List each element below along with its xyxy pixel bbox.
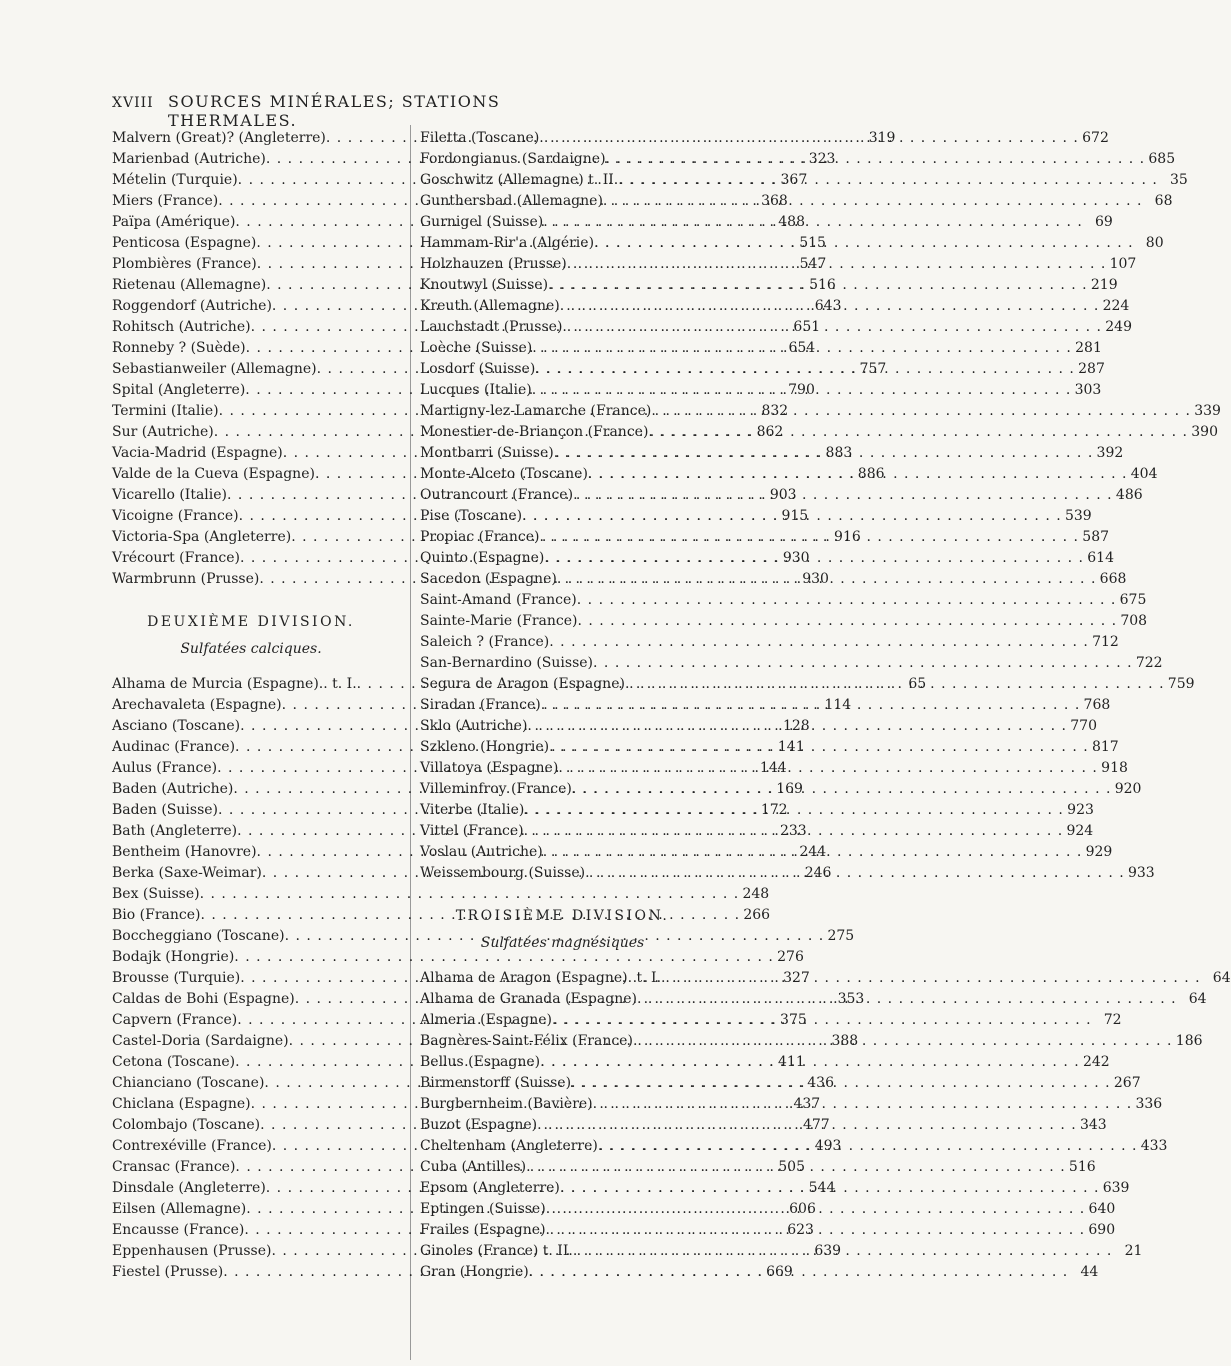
entry-name: Vrécourt (France) — [112, 550, 240, 566]
leader-dots — [541, 695, 1081, 716]
entry-name: Cetona (Toscane) — [112, 1054, 236, 1070]
entry-name: Sur (Autriche) — [112, 424, 214, 440]
entry-name: Vicarello (Italie) — [112, 487, 228, 503]
entry-page: 933 — [1127, 865, 1155, 881]
entry-name: Rietenau (Allemagne) — [112, 277, 267, 293]
leader-dots — [585, 863, 1125, 884]
index-entry — [420, 653, 1163, 674]
entry-name: Gran (Hongrie) — [420, 1264, 529, 1280]
entry-page: 768 — [1083, 697, 1111, 713]
entry-name: Bodajk (Hongrie) — [112, 949, 235, 965]
entry-name: Eppenhausen (Prusse) — [112, 1243, 272, 1259]
entry-page: 114 — [824, 697, 852, 713]
entry-page: 547 — [799, 256, 827, 272]
entry-page: 169 — [776, 781, 803, 797]
leader-dots — [661, 968, 1201, 989]
leader-dots — [543, 842, 1083, 863]
leader-dots — [633, 1031, 1173, 1052]
entry-page: 339 — [1194, 403, 1221, 419]
entry-page: 267 — [1113, 1075, 1141, 1091]
leader-dots — [543, 212, 1083, 233]
leader-dots — [529, 1262, 1069, 1283]
entry-name: Fiestel (Prusse) — [112, 1264, 224, 1280]
entry-page: 392 — [1096, 445, 1124, 461]
entry-name: Victoria-Spa (Angleterre) — [112, 529, 292, 545]
leader-dots — [554, 443, 1094, 464]
entry-page: 404 — [1130, 466, 1158, 482]
entry-page: 915 — [781, 508, 809, 524]
entry-page: 516 — [809, 277, 836, 293]
section-subtitle: Sulfatées magnésiques — [480, 935, 645, 951]
section-title: DEUXIÈME DIVISION. — [147, 614, 355, 630]
entry-page: 390 — [1191, 424, 1218, 440]
entry-page: 287 — [1078, 361, 1105, 377]
entry-name: Bio (France) — [112, 907, 201, 923]
entry-page: 516 — [1068, 1159, 1096, 1175]
entry-name: Caldas de Bohi (Espagne) — [112, 991, 295, 1007]
entry-page: 505 — [778, 1159, 805, 1175]
entry-page: 433 — [1140, 1138, 1168, 1154]
entry-page: 930 — [782, 550, 810, 566]
entry-page: 219 — [1090, 277, 1118, 293]
entry-name: Lucques (Italie) — [420, 382, 532, 398]
entry-name: Losdorf (Suisse) — [420, 361, 536, 377]
page-number: XVIII — [112, 95, 154, 111]
leader-dots — [558, 758, 1098, 779]
entry-page: 770 — [1070, 718, 1097, 734]
entry-name: Burgbernheim (Bavière) — [420, 1096, 593, 1112]
entry-page: 544 — [808, 1180, 836, 1196]
entry-name: Sebastianweiler (Allemagne) — [112, 361, 317, 377]
entry-page: 244 — [799, 844, 827, 860]
entry-name: Lauchstadt (Prusse) — [420, 319, 563, 335]
entry-page: 68 — [1154, 193, 1173, 209]
entry-page: 249 — [1105, 319, 1132, 335]
entry-name: Martigny-lez-Lamarche (France) — [420, 403, 652, 419]
entry-name: Alhama de Granada (Espagne) — [420, 991, 637, 1007]
entry-page: 639 — [814, 1243, 842, 1259]
entry-name: Gunthersbad (Allemagne) — [420, 193, 603, 209]
entry-page: 669 — [766, 1264, 793, 1280]
entry-name: Propiac (France) — [420, 529, 540, 545]
leader-dots — [552, 1010, 1092, 1031]
index-entry — [112, 884, 770, 905]
entry-page: 515 — [799, 235, 826, 251]
leader-dots — [532, 380, 1072, 401]
entry-name: Bex (Suisse) — [112, 886, 200, 902]
entry-page: 651 — [793, 319, 821, 335]
entry-page: 832 — [761, 403, 789, 419]
entry-page: 65 — [908, 676, 927, 692]
leader-dots — [562, 317, 1102, 338]
leader-dots — [522, 506, 1062, 527]
entry-page: 353 — [837, 991, 865, 1007]
leader-dots — [606, 149, 1146, 170]
entry-page: 759 — [1167, 676, 1195, 692]
leader-dots — [573, 1241, 1113, 1262]
leader-dots — [546, 1199, 1086, 1220]
entry-page: 246 — [804, 865, 832, 881]
leader-dots — [524, 800, 1064, 821]
entry-name: Eilsen (Allemagne) — [112, 1201, 247, 1217]
entry-page: 44 — [1080, 1264, 1099, 1280]
entry-page: 924 — [1066, 823, 1094, 839]
entry-page: 64 — [1212, 970, 1231, 986]
entry-page: 375 — [780, 1012, 807, 1028]
entry-name: Bagnères-Saint-Félix (France) — [420, 1033, 633, 1049]
entry-page: 708 — [1120, 613, 1148, 629]
entry-name: Sainte-Marie (France) — [420, 613, 578, 629]
entry-name: Epsom (Angleterre) — [420, 1180, 560, 1196]
leader-dots — [648, 422, 1188, 443]
entry-name: Capvern (France) — [112, 1012, 238, 1028]
leader-dots — [594, 233, 1134, 254]
entry-name: Vicoigne (France) — [112, 508, 239, 524]
entry-name: Spital (Angleterre) — [112, 382, 246, 398]
leader-dots — [567, 254, 1107, 275]
entry-page: 920 — [1114, 781, 1142, 797]
entry-page: 486 — [1115, 487, 1143, 503]
entry-name: Marienbad (Autriche) — [112, 151, 266, 167]
leader-dots — [539, 128, 1079, 149]
entry-page: 281 — [1075, 340, 1102, 356]
entry-name: Païpa (Amérique) — [112, 214, 236, 230]
entry-name: Viterbe (Italie) — [420, 802, 525, 818]
entry-name: San-Bernardino (Suisse) — [420, 655, 594, 671]
entry-name: Villatoya (Espagne) — [420, 760, 559, 776]
entry-name: Kreuth (Allemagne) — [420, 298, 560, 314]
leader-dots — [598, 1136, 1138, 1157]
leader-dots — [618, 170, 1158, 191]
entry-page: 722 — [1135, 655, 1163, 671]
section-gap — [112, 590, 390, 610]
entry-name: Contrexéville (France) — [112, 1138, 272, 1154]
entry-page: 883 — [825, 445, 853, 461]
entry-page: 437 — [793, 1096, 821, 1112]
entry-name: Monestier-de-Briançon (France) — [420, 424, 649, 440]
running-title: SOURCES MINÉRALES; STATIONS THERMALES. — [168, 92, 501, 130]
entry-page: 614 — [1087, 550, 1114, 566]
entry-name: Brousse (Turquie) — [112, 970, 241, 986]
entry-name: Villeminfroy (France) — [420, 781, 572, 797]
leader-dots — [603, 191, 1143, 212]
leader-dots — [548, 275, 1088, 296]
entry-name: Cheltenham (Angleterre) — [420, 1138, 598, 1154]
entry-name: Szkleno (Hongrie) — [420, 739, 550, 755]
entry-page: 368 — [761, 193, 788, 209]
leader-dots — [549, 737, 1089, 758]
entry-page: 336 — [1135, 1096, 1163, 1112]
entry-page: 266 — [743, 907, 771, 923]
leader-dots — [532, 338, 1072, 359]
entry-name: Loèche (Suisse) — [420, 340, 533, 356]
leader-dots — [577, 590, 1117, 611]
entry-page: 233 — [779, 823, 807, 839]
leader-dots — [537, 1115, 1077, 1136]
entry-name: Alhama de Aragon (Espagne). t. I. — [420, 970, 662, 986]
entry-name: Baden (Autriche) — [112, 781, 234, 797]
entry-name: Montbarri (Suisse) — [420, 445, 554, 461]
entry-page: 640 — [1088, 1201, 1116, 1217]
entry-page: 388 — [831, 1033, 859, 1049]
entry-page: 918 — [1101, 760, 1128, 776]
entry-page: 654 — [788, 340, 816, 356]
entry-name: Valde de la Cueva (Espagne) — [112, 466, 315, 482]
entry-page: 224 — [1102, 298, 1130, 314]
entry-name: Holzhauzen (Prusse) — [420, 256, 567, 272]
leader-dots — [527, 716, 1067, 737]
entry-name: Alhama de Murcia (Espagne).. t. I. — [112, 676, 357, 692]
entry-page: 367 — [780, 172, 808, 188]
entry-name: Pise (Toscane) — [420, 508, 523, 524]
leader-dots — [577, 611, 1117, 632]
entry-page: 916 — [834, 529, 861, 545]
entry-name: Ronneby ? (Suède) — [112, 340, 246, 356]
entry-name: Frailes (Espagne) — [420, 1222, 546, 1238]
entry-page: 186 — [1175, 1033, 1203, 1049]
entry-name: Buzot (Espagne) — [420, 1117, 538, 1133]
entry-page: 303 — [1074, 382, 1102, 398]
entry-page: 128 — [782, 718, 810, 734]
leader-dots — [546, 1220, 1086, 1241]
entry-name: Castel-Doria (Sardaigne) — [112, 1033, 289, 1049]
entry-name: Outrancourt (France) — [420, 487, 574, 503]
entry-page: 69 — [1094, 214, 1113, 230]
entry-page: 587 — [1082, 529, 1110, 545]
leader-dots — [535, 359, 1075, 380]
entry-name: Vacia-Madrid (Espagne) — [112, 445, 283, 461]
entry-name: Weissembourg (Suisse) — [420, 865, 586, 881]
entry-name: Miers (France) — [112, 193, 219, 209]
entry-name: Filetta (Toscane) — [420, 130, 540, 146]
leader-dots — [593, 1094, 1133, 1115]
entry-page: 21 — [1124, 1243, 1143, 1259]
entry-name: Boccheggiano (Toscane) — [112, 928, 285, 944]
section-title: TROISIÈME DIVISION. — [455, 908, 670, 924]
entry-page: 323 — [808, 151, 836, 167]
entry-page: 343 — [1079, 1117, 1107, 1133]
entry-page: 539 — [1064, 508, 1092, 524]
entry-name: Gurnigel (Suisse) — [420, 214, 544, 230]
leader-dots — [549, 632, 1089, 653]
entry-page: 477 — [802, 1117, 830, 1133]
entry-name: Colombajo (Toscane) — [112, 1117, 261, 1133]
entry-name: Goschwitz (Allemagne) t. II. — [420, 172, 619, 188]
entry-page: 80 — [1145, 235, 1164, 251]
leader-dots — [544, 548, 1084, 569]
entry-page: 639 — [1102, 1180, 1130, 1196]
leader-dots — [526, 1157, 1066, 1178]
entry-page: 141 — [777, 739, 805, 755]
entry-page: 929 — [1085, 844, 1113, 860]
entry-name: Voslau (Autriche) — [420, 844, 543, 860]
entry-name: Siradan (France) — [420, 697, 541, 713]
index-entry — [420, 632, 1119, 653]
entry-page: 862 — [756, 424, 784, 440]
entry-name: Ginoles (France) t. II. — [420, 1243, 573, 1259]
leader-dots — [560, 1178, 1100, 1199]
entry-name: Berka (Saxe-Weimar) — [112, 865, 262, 881]
leader-dots — [625, 674, 1165, 695]
entry-name: Roggendorf (Autriche) — [112, 298, 272, 314]
entry-page: 930 — [802, 571, 829, 587]
entry-name: Quinto (Espagne) — [420, 550, 545, 566]
entry-page: 675 — [1119, 592, 1147, 608]
entry-name: Cuba (Antilles) — [420, 1159, 527, 1175]
entry-name: Sklo (Autriche) — [420, 718, 528, 734]
entry-page: 690 — [1088, 1222, 1116, 1238]
entry-name: Sacedon (Espagne) — [420, 571, 557, 587]
index-entry — [420, 611, 1148, 632]
entry-name: Rohitsch (Autriche) — [112, 319, 251, 335]
entry-page: 886 — [857, 466, 885, 482]
leader-dots — [560, 296, 1100, 317]
entry-name: Eptingen (Suisse) — [420, 1201, 546, 1217]
entry-name: Hammam-Rir'a (Algérie) — [420, 235, 595, 251]
leader-dots — [524, 821, 1064, 842]
entry-page: 493 — [814, 1138, 842, 1154]
entry-name: Almeria (Espagne) — [420, 1012, 553, 1028]
entry-name: Knoutwyl (Suisse) — [420, 277, 549, 293]
running-header — [112, 92, 632, 130]
entry-page: 411 — [778, 1054, 805, 1070]
entry-page: 923 — [1067, 802, 1094, 818]
leader-dots — [637, 989, 1177, 1010]
leader-dots — [573, 485, 1113, 506]
entry-name: Asciano (Toscane) — [112, 718, 241, 734]
entry-name: Penticosa (Espagne) — [112, 235, 257, 251]
entry-name: Bellus (Espagne) — [420, 1054, 541, 1070]
leader-dots — [588, 464, 1128, 485]
entry-name: Monte-Alceto (Toscane) — [420, 466, 588, 482]
entry-page: 35 — [1169, 172, 1188, 188]
leader-dots — [651, 401, 1191, 422]
entry-page: 144 — [759, 760, 787, 776]
entry-name: Plombières (France) — [112, 256, 257, 272]
entry-name: Dinsdale (Angleterre) — [112, 1180, 266, 1196]
entry-page: 488 — [778, 214, 805, 230]
leader-dots — [557, 569, 1097, 590]
entry-name: Malvern (Great)? (Angleterre) — [112, 130, 326, 146]
entry-page: 712 — [1092, 634, 1119, 650]
entry-name: Chiclana (Espagne) — [112, 1096, 251, 1112]
entry-name: Bentheim (Hanovre) — [112, 844, 257, 860]
entry-name: Chianciano (Toscane) — [112, 1075, 265, 1091]
entry-name: Arechavaleta (Espagne) — [112, 697, 282, 713]
entry-name: Cransac (France) — [112, 1159, 236, 1175]
entry-name: Saleich ? (France) — [420, 634, 550, 650]
leader-dots — [539, 527, 1079, 548]
entry-name: Warmbrunn (Prusse) — [112, 571, 260, 587]
entry-name: Aulus (France) — [112, 760, 218, 776]
entry-page: 903 — [769, 487, 797, 503]
entry-page: 107 — [1109, 256, 1137, 272]
entry-page: 790 — [788, 382, 815, 398]
leader-dots — [571, 1073, 1111, 1094]
entry-name: Saint-Amand (France) — [420, 592, 577, 608]
entry-page: 668 — [1099, 571, 1127, 587]
entry-page: 327 — [783, 970, 810, 986]
entry-name: Audinac (France) — [112, 739, 236, 755]
entry-page: 672 — [1082, 130, 1109, 146]
entry-page: 623 — [787, 1222, 814, 1238]
entry-page: 276 — [777, 949, 804, 965]
entry-page: 172 — [760, 802, 788, 818]
entry-name: Encausse (France) — [112, 1222, 245, 1238]
section-subtitle: Sulfatées calciques. — [180, 641, 322, 657]
entry-page: 248 — [742, 886, 770, 902]
entry-page: 817 — [1091, 739, 1119, 755]
leader-dots — [540, 1052, 1080, 1073]
entry-name: Mételin (Turquie) — [112, 172, 238, 188]
entry-name: Fordongianus (Sardaigne) — [420, 151, 606, 167]
entry-page: 319 — [868, 130, 896, 146]
entry-name: Segura de Aragon (Espagne) — [420, 676, 625, 692]
entry-page: 436 — [807, 1075, 834, 1091]
entry-name: Vittel (France) — [420, 823, 524, 839]
entry-name: Birmenstorff (Suisse) — [420, 1075, 572, 1091]
entry-name: Termini (Italie) — [112, 403, 219, 419]
entry-page: 72 — [1103, 1012, 1122, 1028]
index-entry — [112, 947, 804, 968]
entry-name: Bath (Angleterre) — [112, 823, 238, 839]
entry-page: 685 — [1148, 151, 1176, 167]
entry-name: Baden (Suisse) — [112, 802, 219, 818]
entry-page: 64 — [1188, 991, 1207, 1007]
entry-page: 643 — [814, 298, 842, 314]
section-gap — [420, 884, 705, 904]
entry-page: 606 — [789, 1201, 816, 1217]
entry-page: 275 — [827, 928, 855, 944]
index-entry — [420, 590, 1147, 611]
entry-page: 242 — [1082, 1054, 1110, 1070]
leader-dots — [572, 779, 1112, 800]
leader-dots — [593, 653, 1133, 674]
entry-page: 757 — [859, 361, 887, 377]
